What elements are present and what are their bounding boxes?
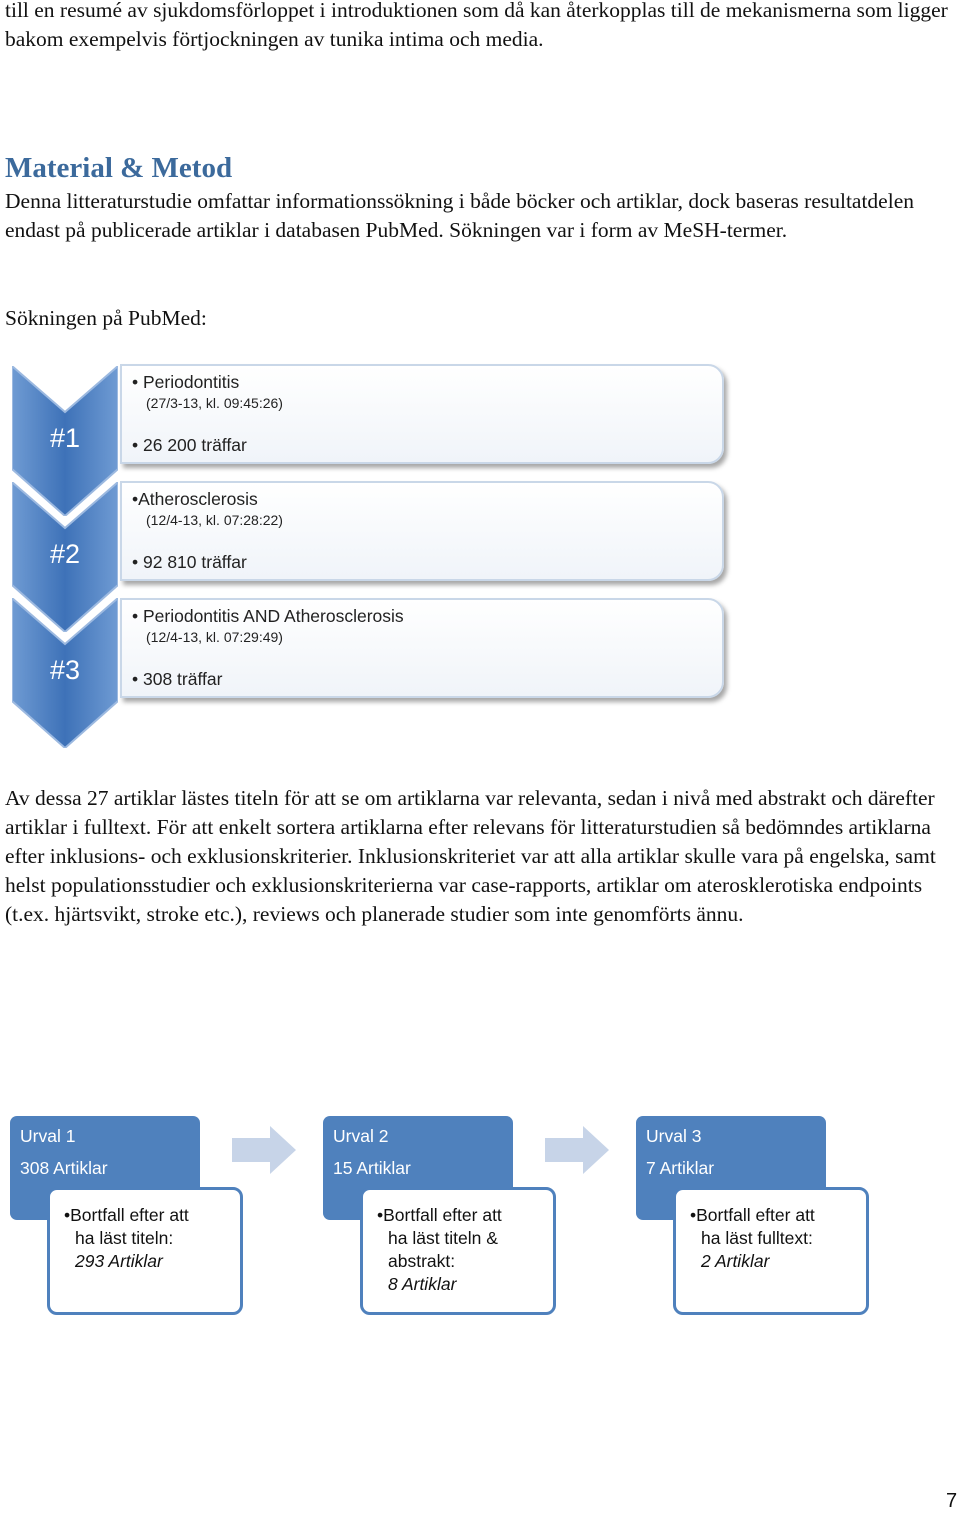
- urval-3-dropout-box: [673, 1187, 869, 1315]
- urval-title: Urval 1: [20, 1126, 76, 1146]
- page-number: 7: [946, 1490, 958, 1512]
- urval-2-dropout-box: [360, 1187, 556, 1315]
- search-term: • Periodontitis AND Atherosclerosis: [132, 606, 404, 626]
- intro-paragraph: till en resumé av sjukdomsförloppet i introduktionen som då kan återkopplas till de mekanismerna som ligger bakom exempelvis förtjockningen av tunika intima och media.: [5, 0, 948, 51]
- search-hits: • 92 810 träffar: [132, 552, 247, 572]
- dropout-line: ha läst fulltext:: [701, 1228, 813, 1248]
- search-step-3-chevron: [12, 598, 118, 748]
- search-timestamp: (27/3-13, kl. 09:45:26): [146, 395, 283, 411]
- search-timestamp: (12/4-13, kl. 07:28:22): [146, 512, 283, 528]
- search-step-2-number: #2: [49, 539, 81, 569]
- urval-count: 15 Artiklar: [333, 1158, 411, 1178]
- result-paragraph: Av dessa 27 artiklar lästes titeln för att se om artiklarna var relevanta, sedan i nivå med abstrakt och därefter artiklar i fulltext. För att enkelt sortera artiklarna efter relevans för litteraturstudien så bedömndes artiklarna efter inklusions- och exklusionskriterier. Inklusionskriteriet var att alla artiklar skulle vara på engelska, samt helst populationsstudier och exklusionskriterierna var case-rapports, artiklar om aterosklerotiska endpoints (t.ex. hjärtsvikt, stroke etc.), reviews och planerade studier som inte genomförts ännu.: [5, 786, 936, 926]
- dropout-line: ha läst titeln &: [388, 1228, 498, 1248]
- urval-title: Urval 2: [333, 1126, 389, 1146]
- search-step-1-number: #1: [49, 423, 81, 453]
- dropout-line: abstrakt:: [388, 1251, 456, 1271]
- search-step-2-box: [120, 481, 724, 581]
- flow-arrow-icon: [232, 1126, 296, 1174]
- dropout-count: 293 Artiklar: [75, 1251, 163, 1271]
- search-step-1-box: [120, 364, 724, 464]
- search-term: • Periodontitis: [132, 372, 240, 392]
- method-paragraph: Denna litteraturstudie omfattar informationssökning i både böcker och artiklar, dock baseras resultatdelen endast på publicerade artiklar i databasen PubMed. Sökningen var i form av MeSH-termer.: [5, 189, 914, 242]
- search-step-3-number: #3: [49, 655, 81, 685]
- dropout-count: 2 Artiklar: [701, 1251, 770, 1271]
- search-timestamp: (12/4-13, kl. 07:29:49): [146, 629, 283, 645]
- dropout-line: •Bortfall efter att: [690, 1205, 815, 1225]
- urval-title: Urval 3: [646, 1126, 702, 1146]
- flow-arrow-icon: [545, 1126, 609, 1174]
- search-label: Sökningen på PubMed:: [5, 306, 207, 330]
- urval-count: 308 Artiklar: [20, 1158, 108, 1178]
- search-term: •Atherosclerosis: [132, 489, 258, 509]
- dropout-line: ha läst titeln:: [75, 1228, 174, 1248]
- section-heading: Material & Metod: [5, 152, 233, 184]
- search-step-3-box: [120, 598, 724, 698]
- dropout-line: •Bortfall efter att: [377, 1205, 502, 1225]
- search-hits: • 308 träffar: [132, 669, 223, 689]
- urval-1-dropout-box: [47, 1187, 243, 1315]
- dropout-count: 8 Artiklar: [388, 1274, 457, 1294]
- urval-count: 7 Artiklar: [646, 1158, 715, 1178]
- search-hits: • 26 200 träffar: [132, 435, 247, 455]
- dropout-line: •Bortfall efter att: [64, 1205, 189, 1225]
